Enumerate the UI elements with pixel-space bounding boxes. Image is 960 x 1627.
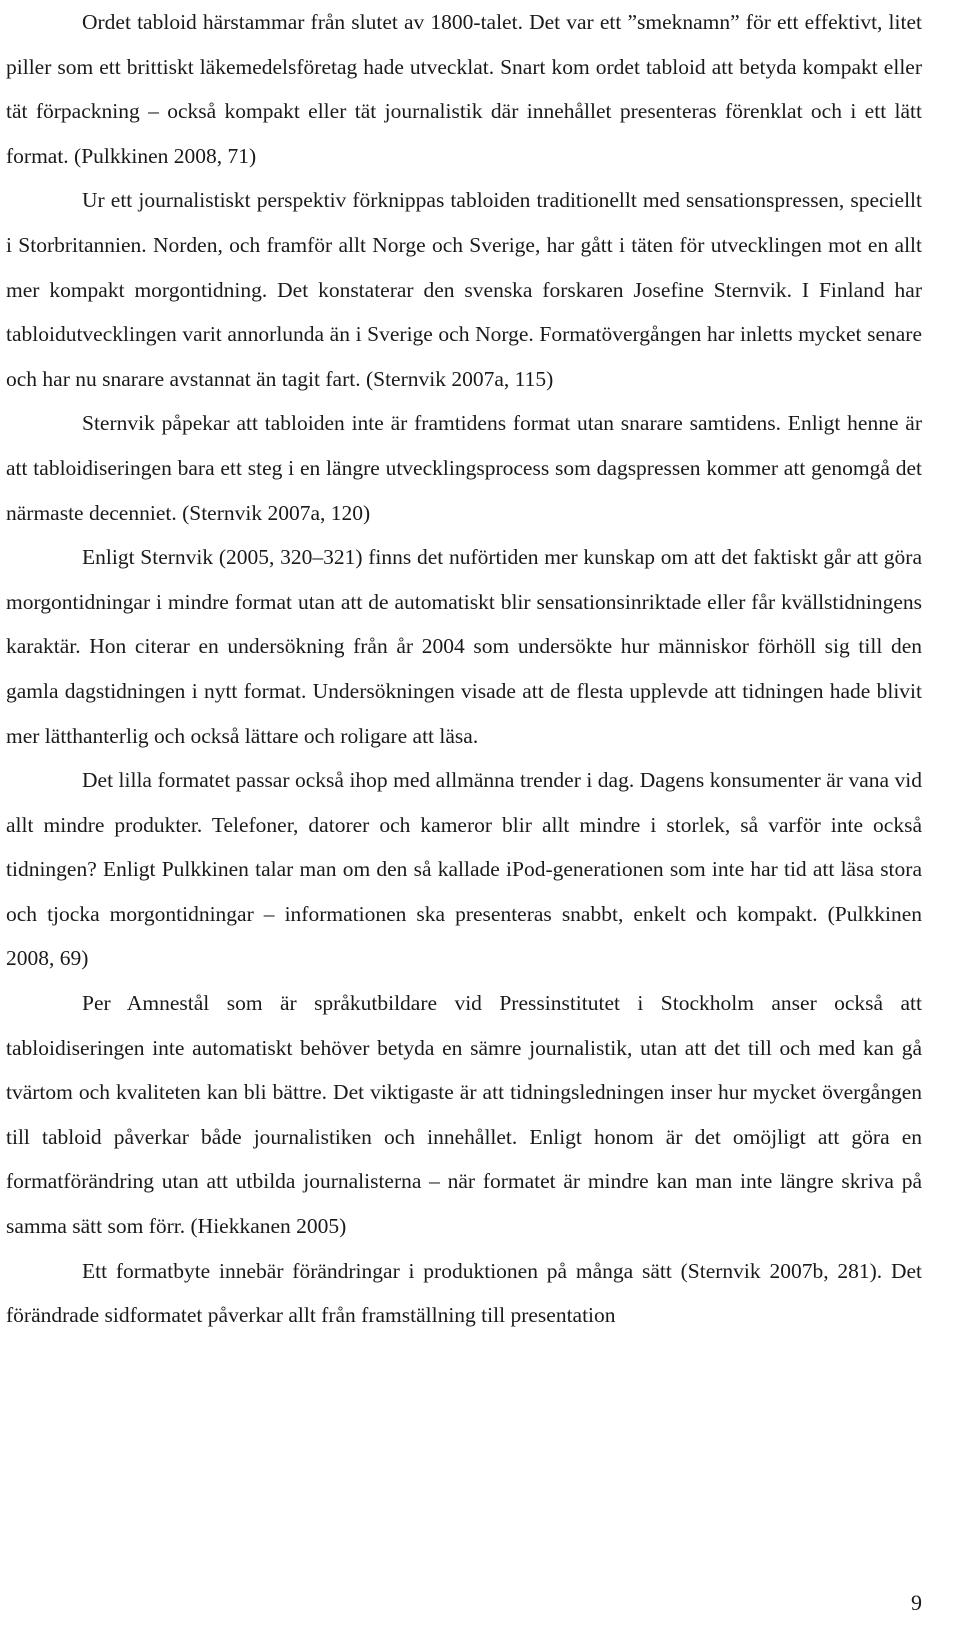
paragraph-tabloid-origin: Ordet tabloid härstammar från slutet av 1800-talet. Det var ett ”smeknamn” för ett effektivt, litet piller som ett brittiskt läkemedelsföretag hade utvecklat. Snart kom ordet tabloid att betyda kompakt eller tät förpackning – också kompakt eller tät journalistik där innehållet presenteras förenklat och i ett lätt format. (Pulkkinen 2008, 71): [6, 10, 922, 168]
paragraph-journalistic-perspective: Ur ett journalistiskt perspektiv förknippas tabloiden traditionellt med sensationspressen, speciellt i Storbritannien. Norden, och framför allt Norge och Sverige, har gått i täten för utvecklingen mot en allt mer kompakt morgontidning. Det konstaterar den svenska forskaren Josefine Sternvik. I Finland har tabloidutvecklingen varit annorlunda än i Sverige och Norge. Formatövergången har inletts mycket senare och har nu snarare avstannat än tagit fart. (Sternvik 2007a, 115): [6, 188, 922, 391]
page-number: 9: [911, 1590, 922, 1615]
paragraph-sternvik-survey: Enligt Sternvik (2005, 320–321) finns det nuförtiden mer kunskap om att det faktiskt går att göra morgontidningar i mindre format utan att de automatiskt blir sensationsinriktade eller får kvällstidningens karaktär. Hon citerar en undersökning från år 2004 som undersökte hur människor förhöll sig till den gamla dagstidningen i nytt format. Undersökningen visade att de flesta upplevde att tidningen hade blivit mer lätthanterlig och också lättare och roligare att läsa.: [6, 545, 922, 748]
paragraph-amnestal: Per Amnestål som är språkutbildare vid Pressinstitutet i Stockholm anser också att tabloidiseringen inte automatiskt behöver betyda en sämre journalistik, utan att det till och med kan gå tvärtom och kvaliteten kan bli bättre. Det viktigaste är att tidningsledningen inser hur mycket övergången till tabloid påverkar både journalistiken och innehållet. Enligt honom är det omöjligt att göra en formatförändring utan att utbilda journalisterna – när formatet är mindre kan man inte längre skriva på samma sätt som förr. (Hiekkanen 2005): [6, 991, 922, 1239]
body-text: [6, 0, 922, 1338]
paragraph-sternvik-format: Sternvik påpekar att tabloiden inte är framtidens format utan snarare samtidens. Enligt henne är att tabloidiseringen bara ett steg i en längre utvecklingsprocess som dagspressen kommer att genomgå det närmaste decenniet. (Sternvik 2007a, 120): [6, 411, 922, 525]
paragraph-format-change: Ett formatbyte innebär förändringar i produktionen på många sätt (Sternvik 2007b, 281). Det förändrade sidformatet påverkar allt från framställning till presentation: [6, 1258, 922, 1328]
paragraph-small-format-trends: Det lilla formatet passar också ihop med allmänna trender i dag. Dagens konsumenter är vana vid allt mindre produkter. Telefoner, datorer och kameror blir allt mindre i storlek, så varför inte också tidningen? Enligt Pulkkinen talar man om den så kallade iPod-generationen som inte har tid att läsa stora och tjocka morgontidningar – informationen ska presenteras snabbt, enkelt och kompakt. (Pulkkinen 2008, 69): [6, 768, 922, 971]
